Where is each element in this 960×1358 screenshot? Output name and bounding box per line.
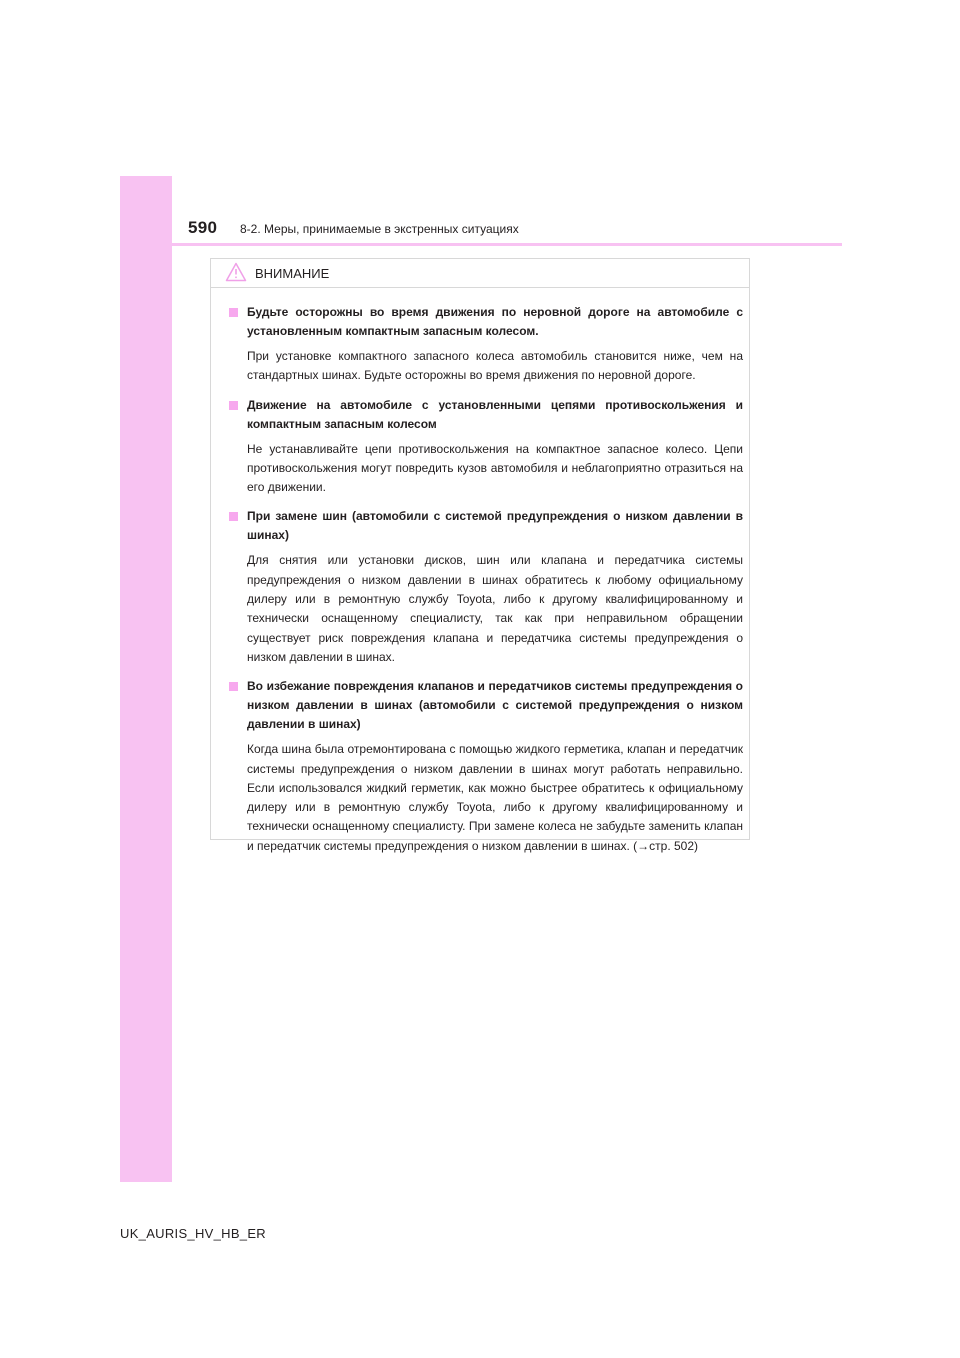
warning-item-text: При установке компактного запасного колеса автомобиль становится ниже, чем на стандартных шинах. Будьте осторожны во время движения по неровной дороге. [247, 349, 743, 383]
warning-item-title: Будьте осторожны во время движения по неровной дороге на автомобиле с установленным компактным запасным колесом. [229, 303, 743, 341]
warning-item [229, 677, 743, 856]
warning-item-text: Когда шина была отремонтирована с помощью жидкого герметика, клапан и передатчик системы предупреждения о низком давлении в шинах могут работать неправильно. Если использовался жидкий герметик, как можно быстрее обратитесь к официальному дилеру или в ремонтную службу Toyota, либо к другому квалифицированному и технически оснащенному специалисту. При замене колеса не забудьте заменить клапан и передатчик системы предупреждения о низком давлении в шинах. (→стр. 502) [247, 742, 743, 853]
warning-box [210, 258, 750, 853]
document-code: UK_AURIS_HV_HB_ER [120, 1226, 266, 1241]
warning-header [211, 259, 749, 288]
warning-item-title: Движение на автомобиле с установленными цепями противоскольжения и компактным запасным колесом [229, 396, 743, 434]
page-number: 590 [188, 218, 218, 237]
warning-item [229, 507, 743, 667]
warning-item-text: Для снятия или установки дисков, шин или клапана и передатчика системы предупреждения о низком давлении в шинах обратитесь к любому официальному дилеру или в ремонтную службу Toyota, либо к другому квалифицированному и технически оснащенному специалисту, так как при неправильном обращении существует риск повреждения клапана и передатчика системы предупреждения о низком давлении в шинах. [247, 553, 743, 664]
warning-item-title: Во избежание повреждения клапанов и передатчиков системы предупреждения о низком давлении в шинах (автомобили с системой предупреждения о низком давлении в шинах) [229, 677, 743, 734]
side-color-band [120, 176, 172, 1182]
warning-body [229, 303, 743, 866]
warning-triangle-icon [225, 262, 247, 282]
warning-item [229, 303, 743, 386]
warning-item-text: Не устанавливайте цепи противоскольжения на компактное запасное колесо. Цепи противоскольжения могут повредить кузов автомобиля и неблагоприятно отразиться на его движении. [247, 441, 743, 495]
header-rule [172, 243, 842, 246]
warning-item-title: При замене шин (автомобили с системой предупреждения о низком давлении в шинах) [229, 507, 743, 545]
warning-item [229, 396, 743, 498]
section-title: 8-2. Меры, принимаемые в экстренных ситуациях [240, 222, 519, 236]
warning-label: ВНИМАНИЕ [255, 266, 330, 281]
